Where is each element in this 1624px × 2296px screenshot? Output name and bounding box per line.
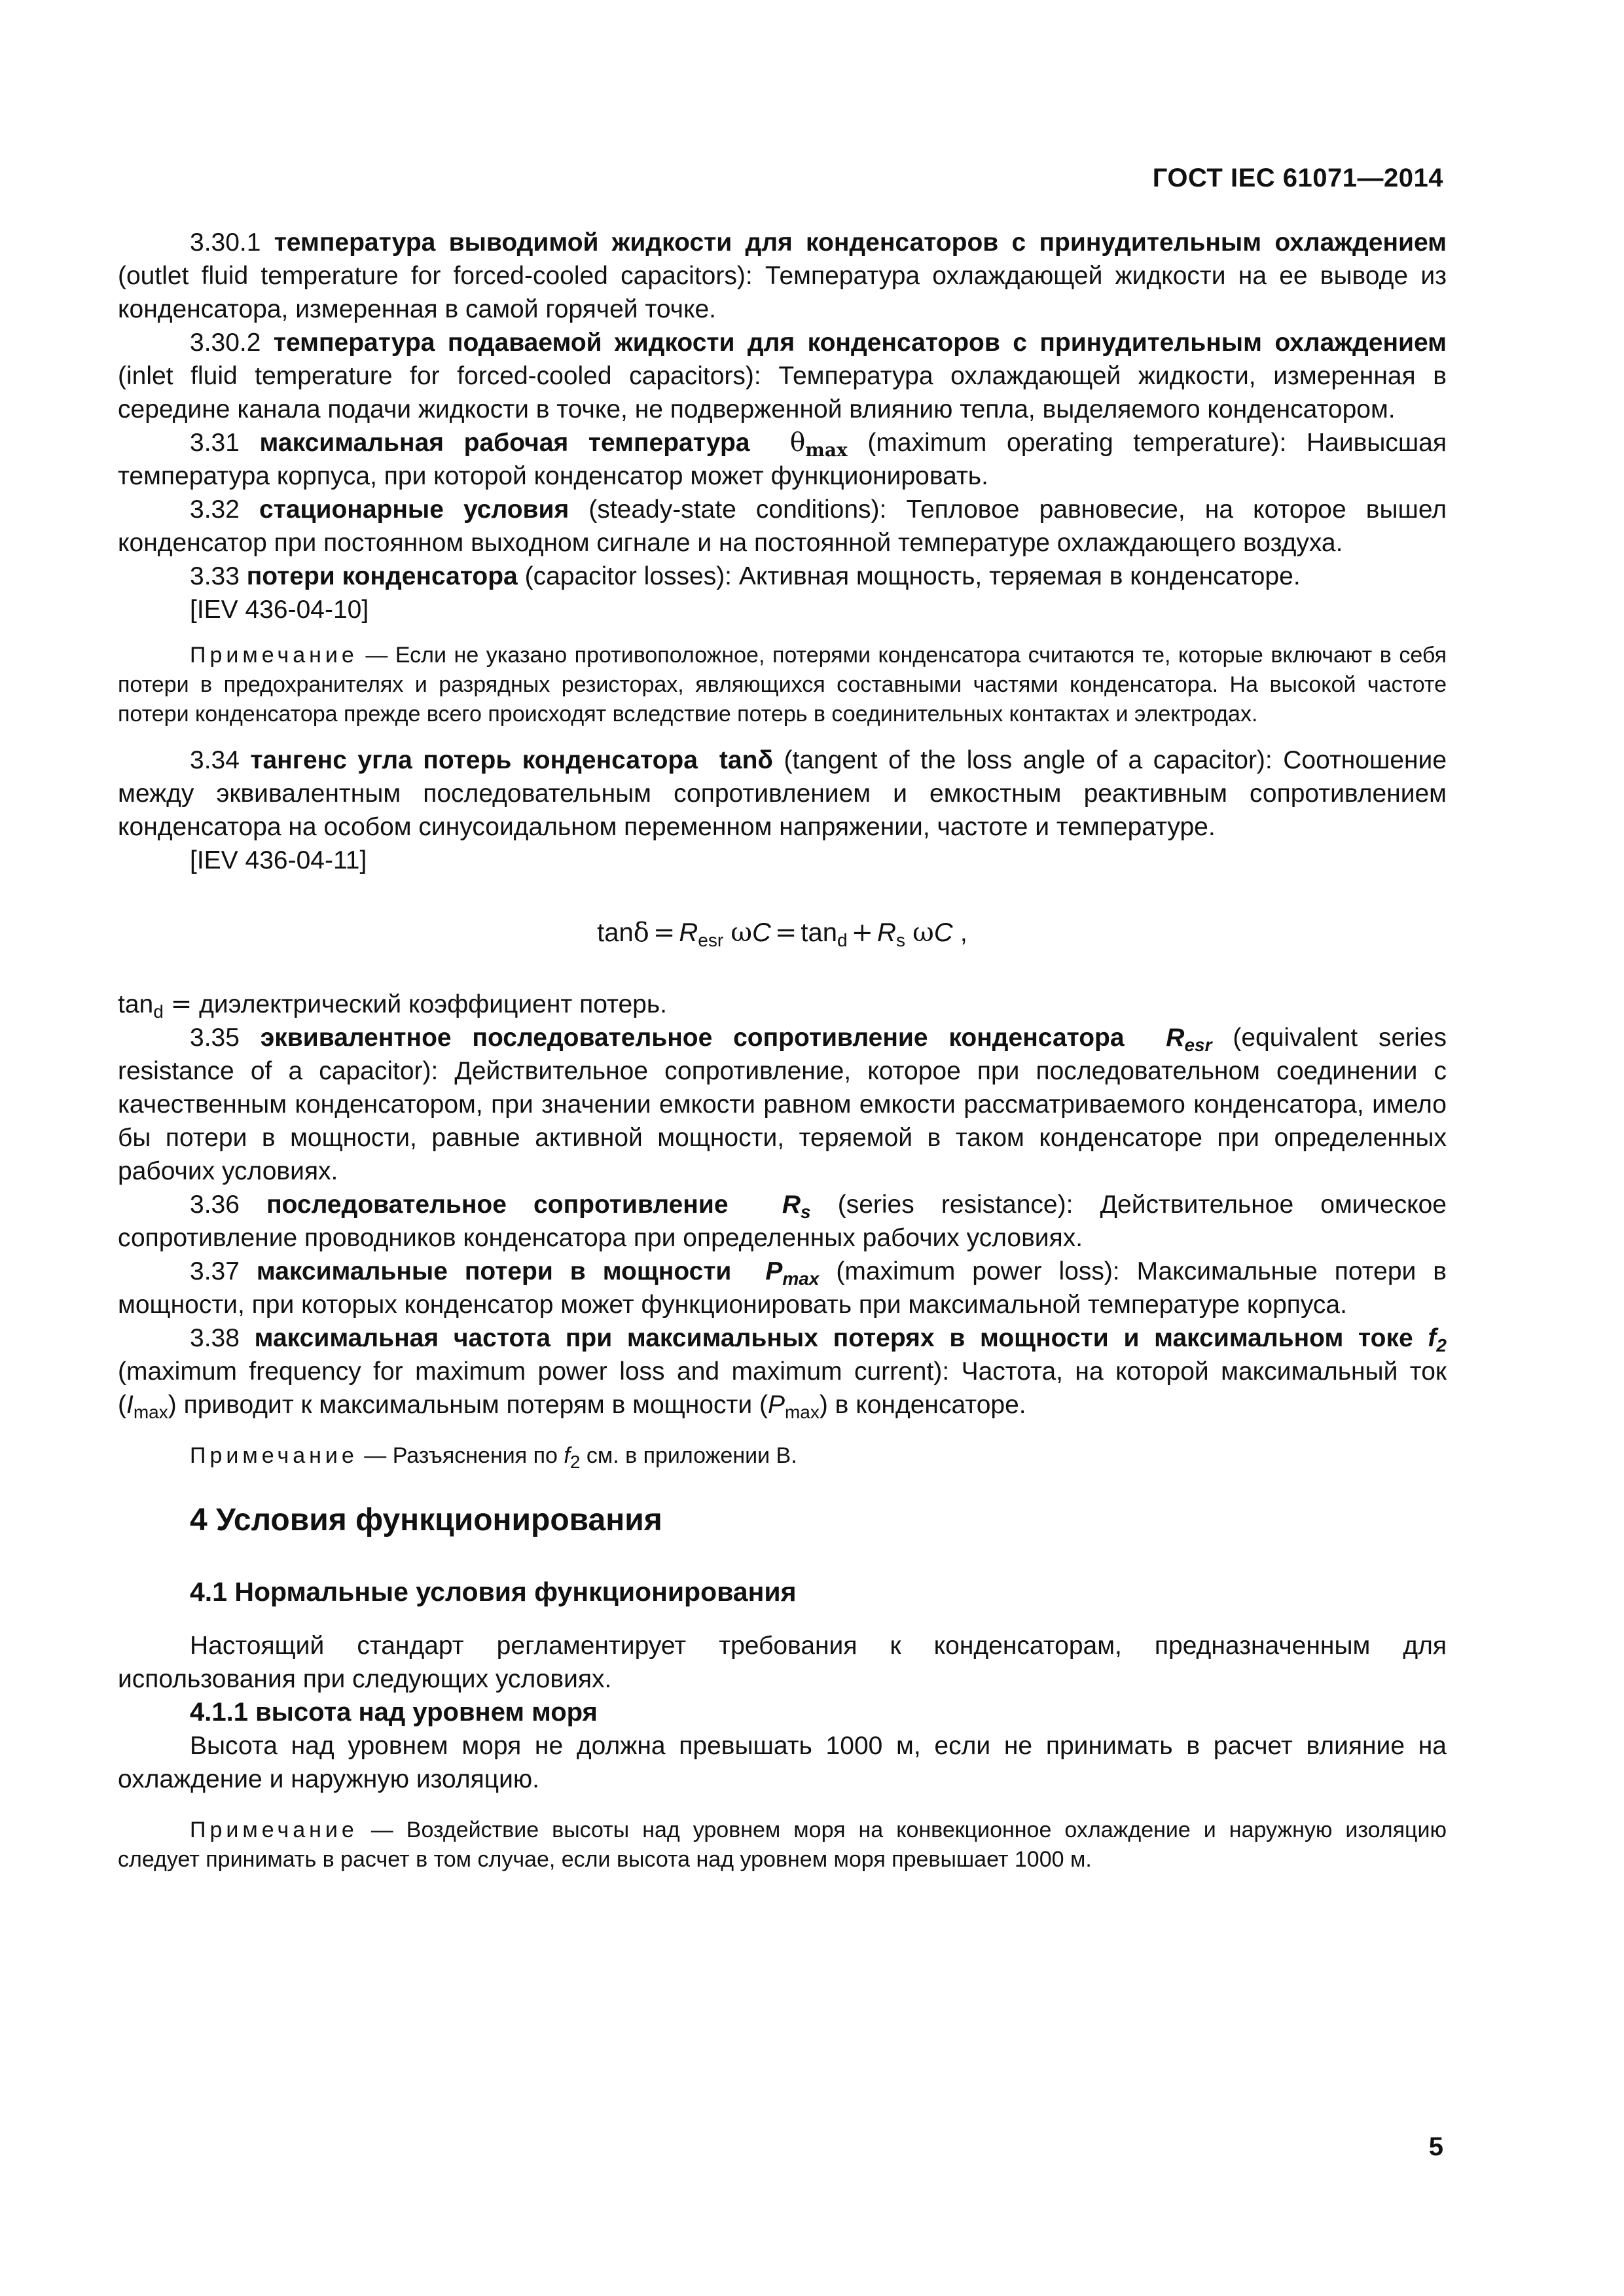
note-text: — Если не указано противоположное, потерями конденсатора считаются те, которые включают в себя потери в предохранителях и разрядных резисторах, являющихся составными частями конденсатора. На высокой частоте потери конденсатора прежде всего происходят вследствие потерь в соединительных контактах и электродах. xyxy=(118,643,1447,726)
term-definition: (outlet fluid temperature for forced-cooled capacitors): Температура охлаждающей жидкости на ее выводе из конденсатора, измеренная в самой горячей точке. xyxy=(118,262,1447,323)
term-symbol: $f_2$ xyxy=(1428,1324,1447,1355)
note-altitude xyxy=(118,1816,1447,1874)
term-title: максимальная рабочая температура xyxy=(259,429,750,457)
term-definition: (maximum frequency for maximum power loss and maximum current): Частота, на которой максимальный ток ( xyxy=(118,1357,1447,1419)
subsection-heading: 4.1 Нормальные условия функционирования xyxy=(190,1577,797,1607)
term-definition: (capacitor losses): Активная мощность, теряемая в конденсаторе. xyxy=(517,562,1301,590)
term-title: стационарные условия xyxy=(259,495,569,524)
term-number: 3.36 xyxy=(190,1191,240,1219)
term-number: 3.34 xyxy=(190,746,240,774)
term-definition: (maximum operating temperature): Наивысшая температура корпуса, при которой конденсатор может функционировать. xyxy=(118,429,1447,490)
term-number: 3.35 xyxy=(190,1024,240,1052)
term-title: максимальные потери в мощности xyxy=(256,1257,732,1285)
term-source-reference: [IEV 436-04-11] xyxy=(190,846,367,874)
term-symbol: $P_{max}$ xyxy=(765,1257,820,1289)
term-symbol: tanδ xyxy=(719,746,774,774)
clause-text: Высота над уровнем моря не должна превышать 1000 м, если не принимать в расчет влияние на охлаждение и наружную изоляцию. xyxy=(118,1732,1447,1793)
term-title: потери конденсатора xyxy=(246,562,518,590)
term-symbol: $R_s$ xyxy=(782,1191,811,1222)
page-content xyxy=(118,226,1447,1874)
term-definition: (steady-state conditions): Тепловое равновесие, на которое вышел конденсатор при постоянном выходном сигнале и на постоянной температуре охлаждающего воздуха. xyxy=(118,495,1447,557)
term-number: 3.30.1 xyxy=(190,228,261,257)
note-label: Примечание xyxy=(190,1443,358,1468)
term-definition: (equivalent series resistance of a capacitor): Действительное сопротивление, которое при последовательном соединении с качественным конденсатором, при значении емкости равном емкости рассматриваемого конденсатора, имело бы потери в мощности, равные активной мощности, теряемой в таком конденсаторе при определенных рабочих условиях. xyxy=(118,1024,1447,1185)
term-3-34 xyxy=(118,744,1447,844)
document-header: ГОСТ IEC 61071—2014 xyxy=(1152,164,1443,192)
term-3-33 xyxy=(118,560,1447,593)
term-definition: (tangent of the loss angle of a capacitor): Соотношение между эквивалентным последовательным сопротивлением и емкостным реактивным сопротивлением конденсатора на особом синусоидальном переменном напряжении, частоте и температуре. xyxy=(118,746,1447,841)
note-f2: Примечание — Разъяснения по $f_2$ см. в приложении В. xyxy=(190,1443,797,1472)
term-definition: (maximum power loss): Максимальные потери в мощности, при которых конденсатор может функционировать при максимальной температуре корпуса. xyxy=(118,1257,1447,1319)
term-3-38: 3.38 максимальная частота при максимальных потерях в мощности и максимальном токе $f_2$ (maximum frequency for maximum power loss and maximum current): Частота, на которой максимальный ток $(I_{max})$ приводит к максимальным потерям в мощности $(P_{max})$ в конденсаторе. xyxy=(118,1324,1447,1422)
formula-definition: $\tan_d$ = диэлектрический коэффициент потерь. xyxy=(118,990,668,1022)
page-number: 5 xyxy=(1428,2132,1443,2161)
term-number: 3.32 xyxy=(190,495,240,524)
term-number: 3.38 xyxy=(190,1324,240,1352)
section-heading: 4 Условия функционирования xyxy=(190,1503,662,1537)
term-definition: (series resistance): Действительное омическое сопротивление проводников конденсатора при определенных рабочих условиях. xyxy=(118,1191,1447,1252)
term-title: температура выводимой жидкости для конденсаторов с принудительным охлаждением xyxy=(274,228,1447,257)
term-3-31 xyxy=(118,426,1447,493)
term-3-32 xyxy=(118,493,1447,560)
term-number: 3.33 xyxy=(190,562,240,590)
term-symbol: $R_{esr}$ xyxy=(1166,1024,1212,1055)
term-3-30-1 xyxy=(118,226,1447,326)
term-definition: (inlet fluid temperature for forced-cooled capacitors): Температура охлаждающей жидкости, измеренная в середине канала подачи жидкости в точке, не подверженной влиянию тепла, выделяемого конденсатором. xyxy=(118,362,1447,423)
note-text: — Воздействие высоты над уровнем моря на конвекционное охлаждение и наружную изоляцию следует принимать в расчет в том случае, если высота над уровнем моря превышает 1000 м. xyxy=(118,1818,1447,1872)
term-title: максимальная частота при максимальных потерях в мощности и максимальном токе xyxy=(254,1324,1413,1352)
subsection-text: Настоящий стандарт регламентирует требования к конденсаторам, предназначенным для использования при следующих условиях. xyxy=(118,1632,1447,1693)
term-title: эквивалентное последовательное сопротивление конденсатора xyxy=(260,1024,1125,1052)
term-number: 3.31 xyxy=(190,429,240,457)
term-symbol: $\theta_{max}$ xyxy=(789,428,848,461)
term-source-reference: [IEV 436-04-10] xyxy=(190,596,369,624)
term-3-35 xyxy=(118,1021,1447,1188)
note-label: Примечание xyxy=(190,1818,358,1842)
clause-heading: 4.1.1 высота над уровнем моря xyxy=(190,1698,598,1727)
note-label: Примечание xyxy=(190,643,358,668)
loss-tangent-formula: $\tan\delta = R_{esr}$ $\omega C = \tan_d + R_s$ ωC , xyxy=(597,918,967,950)
term-title: тангенс угла потерь конденсатора xyxy=(250,746,698,774)
term-title: температура подаваемой жидкости для конденсаторов с принудительным охлаждением xyxy=(273,329,1447,357)
term-number: 3.37 xyxy=(190,1257,240,1285)
term-3-36 xyxy=(118,1188,1447,1255)
term-3-37 xyxy=(118,1255,1447,1321)
term-title: последовательное сопротивление xyxy=(266,1191,729,1219)
term-number: 3.30.2 xyxy=(190,329,261,357)
note-text: — Разъяснения по xyxy=(357,1443,564,1468)
term-3-30-2 xyxy=(118,326,1447,426)
note-capacitor-losses xyxy=(118,641,1447,729)
